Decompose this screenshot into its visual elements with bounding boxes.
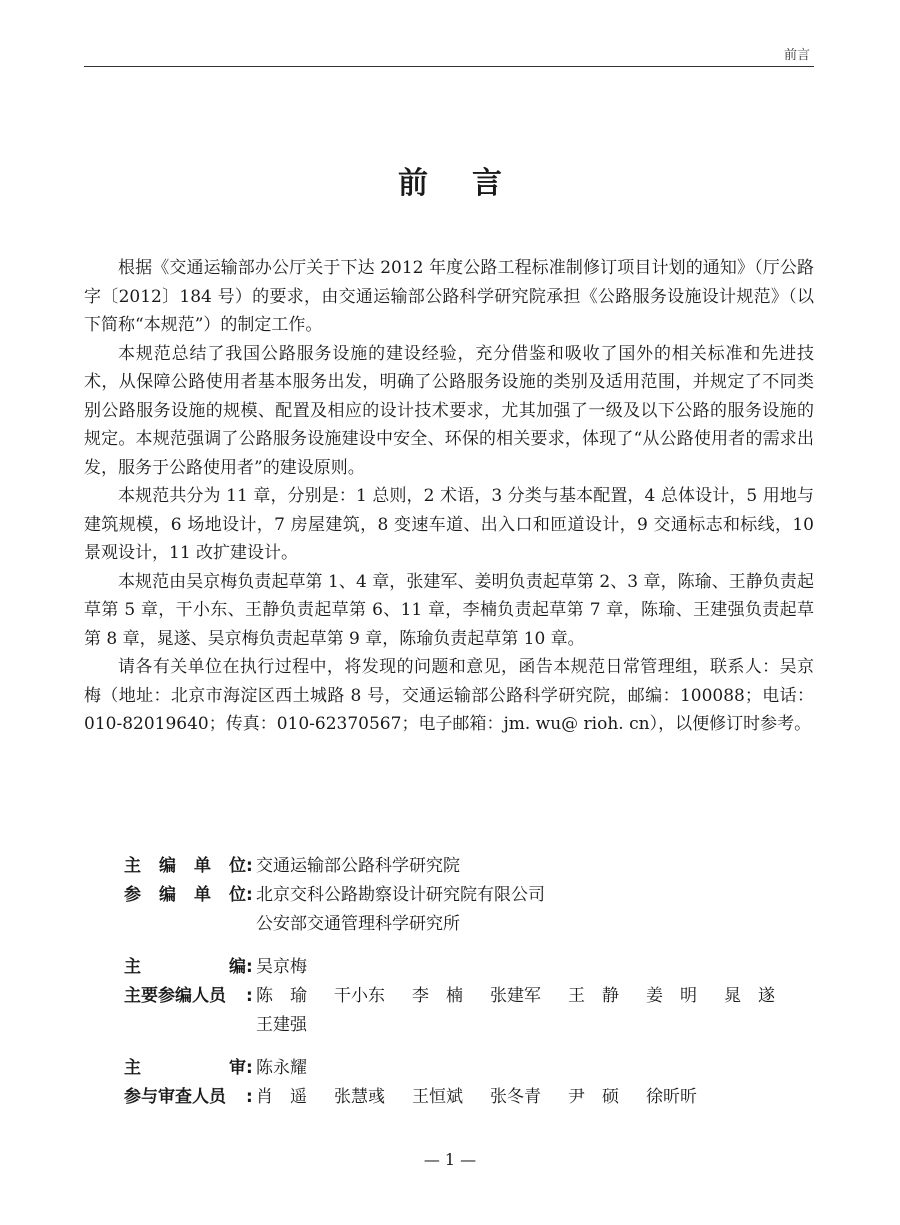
participating-units-row [124, 881, 814, 939]
main-participants-label: 主要参编人员 : [124, 986, 253, 1006]
chief-reviewer-value: 陈永耀 [256, 1058, 307, 1078]
chief-unit-label: 主 编 单 位 : [124, 856, 253, 876]
reviewer-name: 徐昕昕 [646, 1087, 697, 1107]
paragraph-2: 本规范总结了我国公路服务设施的建设经验，充分借鉴和吸收了国外的相关标准和先进技术，从保障公路使用者基本服务出发，明确了公路服务设施的类别及适用范围，并规定了不同类别公路服务设施的规模、配置及相应的设计技术要求，尤其加强了一级及以下公路的服务设施的规定。本规范强调了公路服务设施建设中安全、环保的相关要求，体现了“从公路使用者的需求出发，服务于公路使用者”的建设原则。 [84, 343, 814, 478]
participating-units-values [256, 881, 814, 939]
reviewer-name: 张慧彧 [334, 1087, 385, 1107]
preface-body [84, 254, 814, 739]
participant-name: 干小东 [334, 986, 385, 1006]
paragraph-5: 请各有关单位在执行过程中，将发现的问题和意见，函告本规范日常管理组，联系人：吴京梅（地址：北京市海淀区西土城路 8 号，交通运输部公路科学研究院，邮编：100088；电话：010-82019640；传真：010-62370567；电子邮箱：jm. wu@ rioh. cn），以便修订时参考。 [84, 657, 814, 734]
chief-editor-label: 主 编 : [124, 957, 253, 977]
page-title: 前言 [398, 166, 546, 201]
participant-name: 李 楠 [412, 986, 463, 1006]
paragraph-3: 本规范共分为 11 章，分别是：1 总则，2 术语，3 分类与基本配置，4 总体设计，5 用地与建筑规模，6 场地设计，7 房屋建筑，8 变速车道、出入口和匝道设计，9 交通标志和标线，10 景观设计，11 改扩建设计。 [84, 486, 814, 563]
chief-unit-row [124, 852, 814, 881]
review-participants-row [124, 1083, 814, 1112]
participant-name: 姜 明 [646, 986, 697, 1006]
page-number: — 1 — [423, 1150, 477, 1169]
chief-unit-value: 交通运输部公路科学研究院 [256, 856, 460, 876]
chief-editor-value: 吴京梅 [256, 957, 307, 977]
main-participants-names [256, 982, 814, 1040]
chief-editor-row [124, 953, 814, 982]
reviewer-name: 王恒斌 [412, 1087, 463, 1107]
paragraph-4: 本规范由吴京梅负责起草第 1、4 章，张建军、姜明负责起草第 2、3 章，陈瑜、王静负责起草第 5 章，干小东、王静负责起草第 6、11 章，李楠负责起草第 7 章，陈瑜、王建强负责起草第 8 章，晁遂、吴京梅负责起草第 9 章，陈瑜负责起草第 10 章。 [84, 571, 814, 649]
running-header [84, 44, 814, 67]
chief-reviewer-label: 主 审 : [124, 1058, 253, 1078]
credits-block [124, 852, 814, 1112]
reviewer-name: 肖 遥 [256, 1087, 307, 1107]
participant-name: 晁 遂 [724, 986, 775, 1006]
review-participants-label: 参与审查人员 : [124, 1087, 253, 1107]
participant-name: 王建强 [256, 1015, 307, 1035]
paragraph-1: 根据《交通运输部办公厅关于下达 2012 年度公路工程标准制修订项目计划的通知》（厅公路字〔2012〕184 号）的要求，由交通运输部公路科学研究院承担《公路服务设施设计规范》（以下简称“本规范”）的制定工作。 [84, 258, 814, 335]
participating-unit: 北京交科公路勘察设计研究院有限公司 [256, 885, 545, 905]
reviewer-name: 尹 硕 [568, 1087, 619, 1107]
reviewer-name: 张冬青 [490, 1087, 541, 1107]
participant-name: 陈 瑜 [256, 986, 307, 1006]
participant-name: 张建军 [490, 986, 541, 1006]
review-participants-names [256, 1083, 814, 1112]
running-head-title: 前言 [783, 48, 810, 63]
chief-reviewer-row [124, 1054, 814, 1083]
main-participants-row [124, 982, 814, 1040]
participating-unit: 公安部交通管理科学研究所 [256, 914, 460, 934]
participating-units-label: 参 编 单 位 : [124, 885, 253, 905]
participant-name: 王 静 [568, 986, 619, 1006]
